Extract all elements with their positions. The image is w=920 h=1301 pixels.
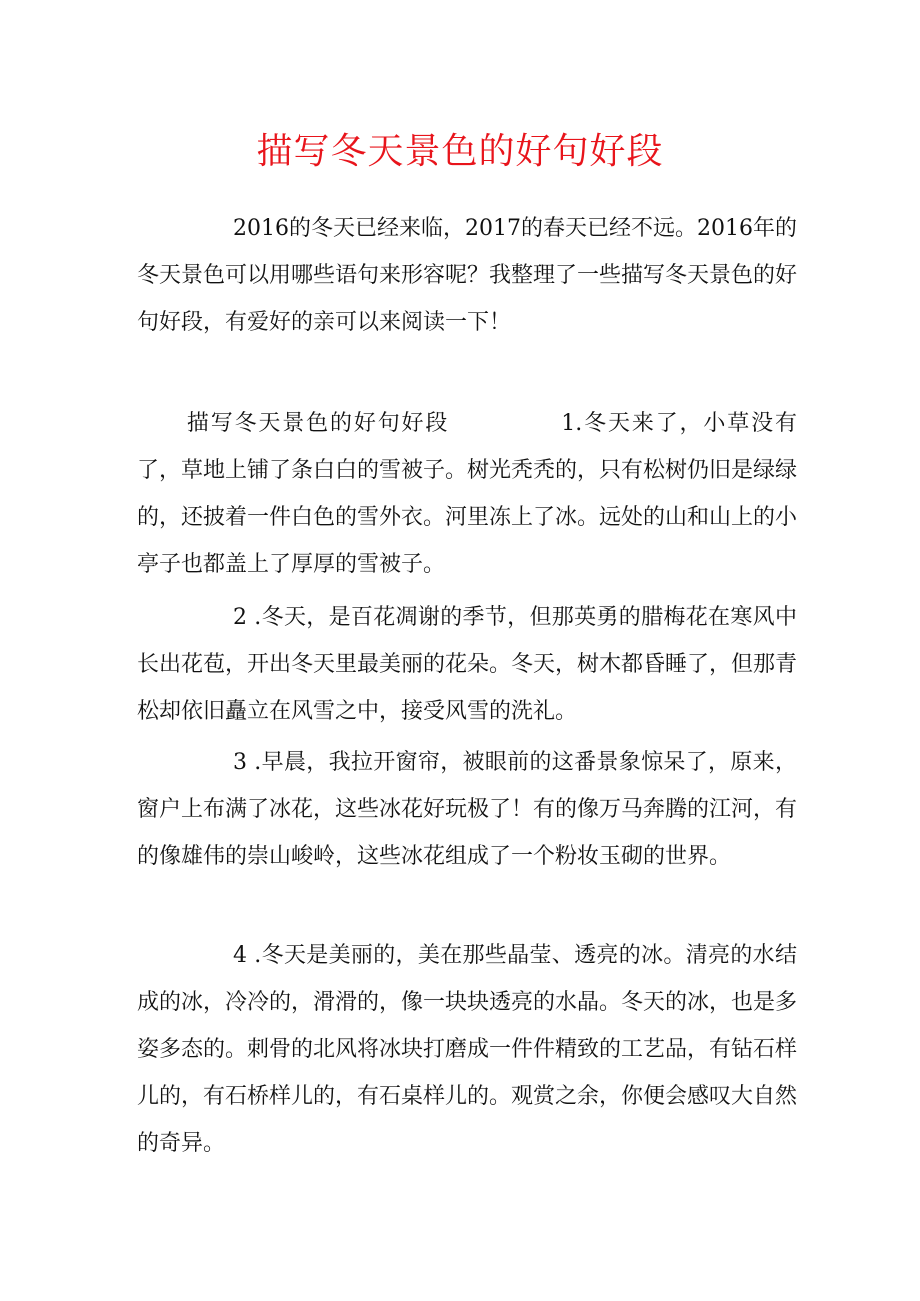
item-2-text: 冬天，是百花凋谢的季节，但那英勇的腊梅花在寒风中长出花苞，开出冬天里最美丽的花朵。冬天，树木都昏睡了，但那青松却依旧矗立在风雪之中，接受风雪的洗礼。 — [137, 605, 798, 724]
item-4-text: 冬天是美丽的，美在那些晶莹、透亮的冰。清亮的水结成的冰，冷冷的，滑滑的，像一块块透亮的水晶。冬天的冰，也是多姿多态的。刺骨的北风将冰块打磨成一件件精致的工艺品，有钻石样儿的，有石桥样儿的，有石桌样儿的。观赏之余，你便会感叹大自然的奇异。 — [137, 943, 798, 1156]
item-4-number: 4 . — [233, 943, 262, 968]
intro-paragraph: 2016的冬天已经来临，2017的春天已经不远。2016年的冬天景色可以用哪些语句来形容呢？我整理了一些描写冬天景色的好句好段，有爱好的亲可以来阅读一下！ — [137, 216, 798, 335]
section-heading: 描写冬天景色的好句好段 — [185, 411, 450, 436]
item-1-number: 1. — [561, 411, 583, 436]
item-4-paragraph — [137, 932, 797, 1167]
item-2-number: 2 . — [233, 605, 262, 630]
item-1-text: 冬天来了，小草没有了，草地上铺了条白白的雪被子。树光秃秃的，只有松树仍旧是绿绿的，还披着一件白色的雪外衣。河里冻上了冰。远处的山和山上的小亭子也都盖上了厚厚的雪被子。 — [137, 411, 798, 577]
document-title: 描写冬天景色的好句好段 — [256, 131, 664, 172]
item-3-number: 3 . — [233, 750, 262, 775]
item-1-paragraph — [137, 400, 797, 588]
item-2-paragraph — [137, 594, 797, 735]
item-3-paragraph — [137, 739, 797, 880]
item-3-text: 早晨，我拉开窗帘，被眼前的这番景象惊呆了，原来，窗户上布满了冰花，这些冰花好玩极了！有的像万马奔腾的江河，有的像雄伟的崇山峻岭，这些冰花组成了一个粉妆玉砌的世界。 — [137, 750, 798, 869]
